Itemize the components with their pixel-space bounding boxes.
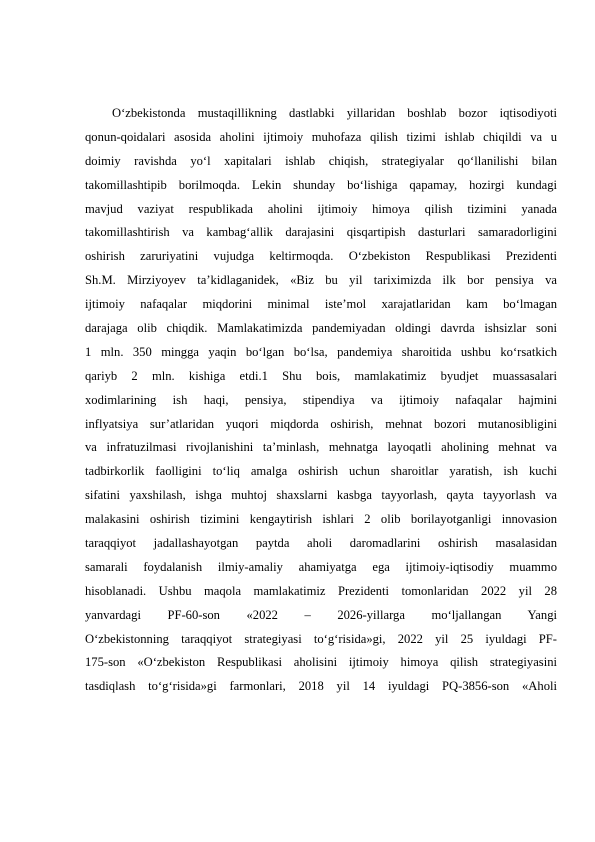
paragraph-line: inflyatsiya sur’atlaridan yuqori miqdorda oshirish, mehnat bozori mutanosibligini (85, 416, 557, 431)
paragraph-line: tadbirkorlik faolligini to‘liq amalga oshirish uchun sharoitlar yaratish, ish kuchi (85, 464, 557, 479)
paragraph-line: takomillashtipib borilmoqda. Lekin shunday bo‘lishiga qapamay, hozirgi kundagi (85, 177, 557, 192)
paragraph-line: sifatini yaxshilash, ishga muhtoj shaxslarni kasbga tayyorlash, qayta tayyorlash va (85, 488, 557, 503)
paragraph-line: samarali foydalanish ilmiy-amaliy ahamiyatga ega ijtimoiy-iqtisodiy muammo (85, 559, 557, 574)
paragraph-line: O‘zbekistonda mustaqillikning dastlabki yillaridan boshlab bozor iqtisodiyoti (112, 106, 557, 120)
paragraph-line: va infratuzilmasi rivojlanishini ta’minlash, mehnatga layoqatli aholining mehnat va (85, 440, 557, 455)
paragraph-line: xodimlarining ish haqi, pensiya, stipendiya va ijtimoiy nafaqalar hajmini (85, 392, 557, 407)
paragraph-line: qariyb 2 mln. kishiga etdi.1 Shu bois, mamlakatimiz byudjet muassasalari (85, 368, 557, 383)
paragraph-line: mavjud vaziyat respublikada aholini ijtimoiy himoya qilish tizimini yanada (85, 201, 557, 216)
paragraph-line: darajaga olib chiqdik. Mamlakatimizda pandemiyadan oldingi davrda ishsizlar soni (85, 321, 557, 336)
paragraph-line: malakasini oshirish tizimini kengaytirish ishlari 2 olib borilayotganligi innovasion (85, 512, 557, 527)
paragraph-line: 1 mln. 350 mingga yaqin bo‘lgan bo‘lsa, pandemiya sharoitida ushbu ko‘rsatkich (85, 344, 557, 359)
paragraph-line: doimiy ravishda yo‘l xapitalari ishlab chiqish, strategiyalar qo‘llanilishi bilan (85, 153, 557, 168)
paragraph-line: taraqqiyot jadallashayotgan paytda aholi daromadlarini oshirish masalasidan (85, 536, 557, 551)
paragraph-line: tasdiqlash to‘g‘risida»gi farmonlari, 2018 yil 14 iyuldagi PQ-3856-son «Aholi (85, 679, 557, 694)
paragraph-line: qonun-qoidalari asosida aholini ijtimoiy muhofaza qilish tizimi ishlab chiqildi va u (85, 129, 557, 144)
paragraph-line: 175-son «O‘zbekiston Respublikasi aholisini ijtimoiy himoya qilish strategiyasini (85, 655, 557, 670)
paragraph-line: Sh.M. Mirziyoyev ta’kidlaganidek, «Biz bu yil tariximizda ilk bor pensiya va (85, 273, 557, 288)
body-paragraph (85, 102, 557, 699)
paragraph-line: oshirish zaruriyatini vujudga keltirmoqda. O‘zbekiston Respublikasi Prezidenti (85, 249, 557, 264)
paragraph-line: takomillashtirish va kambag‘allik darajasini qisqartipish dasturlari samaradorligini (85, 225, 557, 240)
paragraph-line: hisoblanadi. Ushbu maqola mamlakatimiz Prezidenti tomonlaridan 2022 yil 28 (85, 583, 557, 598)
paragraph-line: ijtimoiy nafaqalar miqdorini minimal iste’mol xarajatlaridan kam bo‘lmagan (85, 297, 557, 312)
paragraph-line: yanvardagi PF-60-son «2022 – 2026-yillarga mo‘ljallangan Yangi (85, 607, 557, 622)
paragraph-line: O‘zbekistonning taraqqiyot strategiyasi to‘g‘risida»gi, 2022 yil 25 iyuldagi PF- (85, 631, 557, 646)
